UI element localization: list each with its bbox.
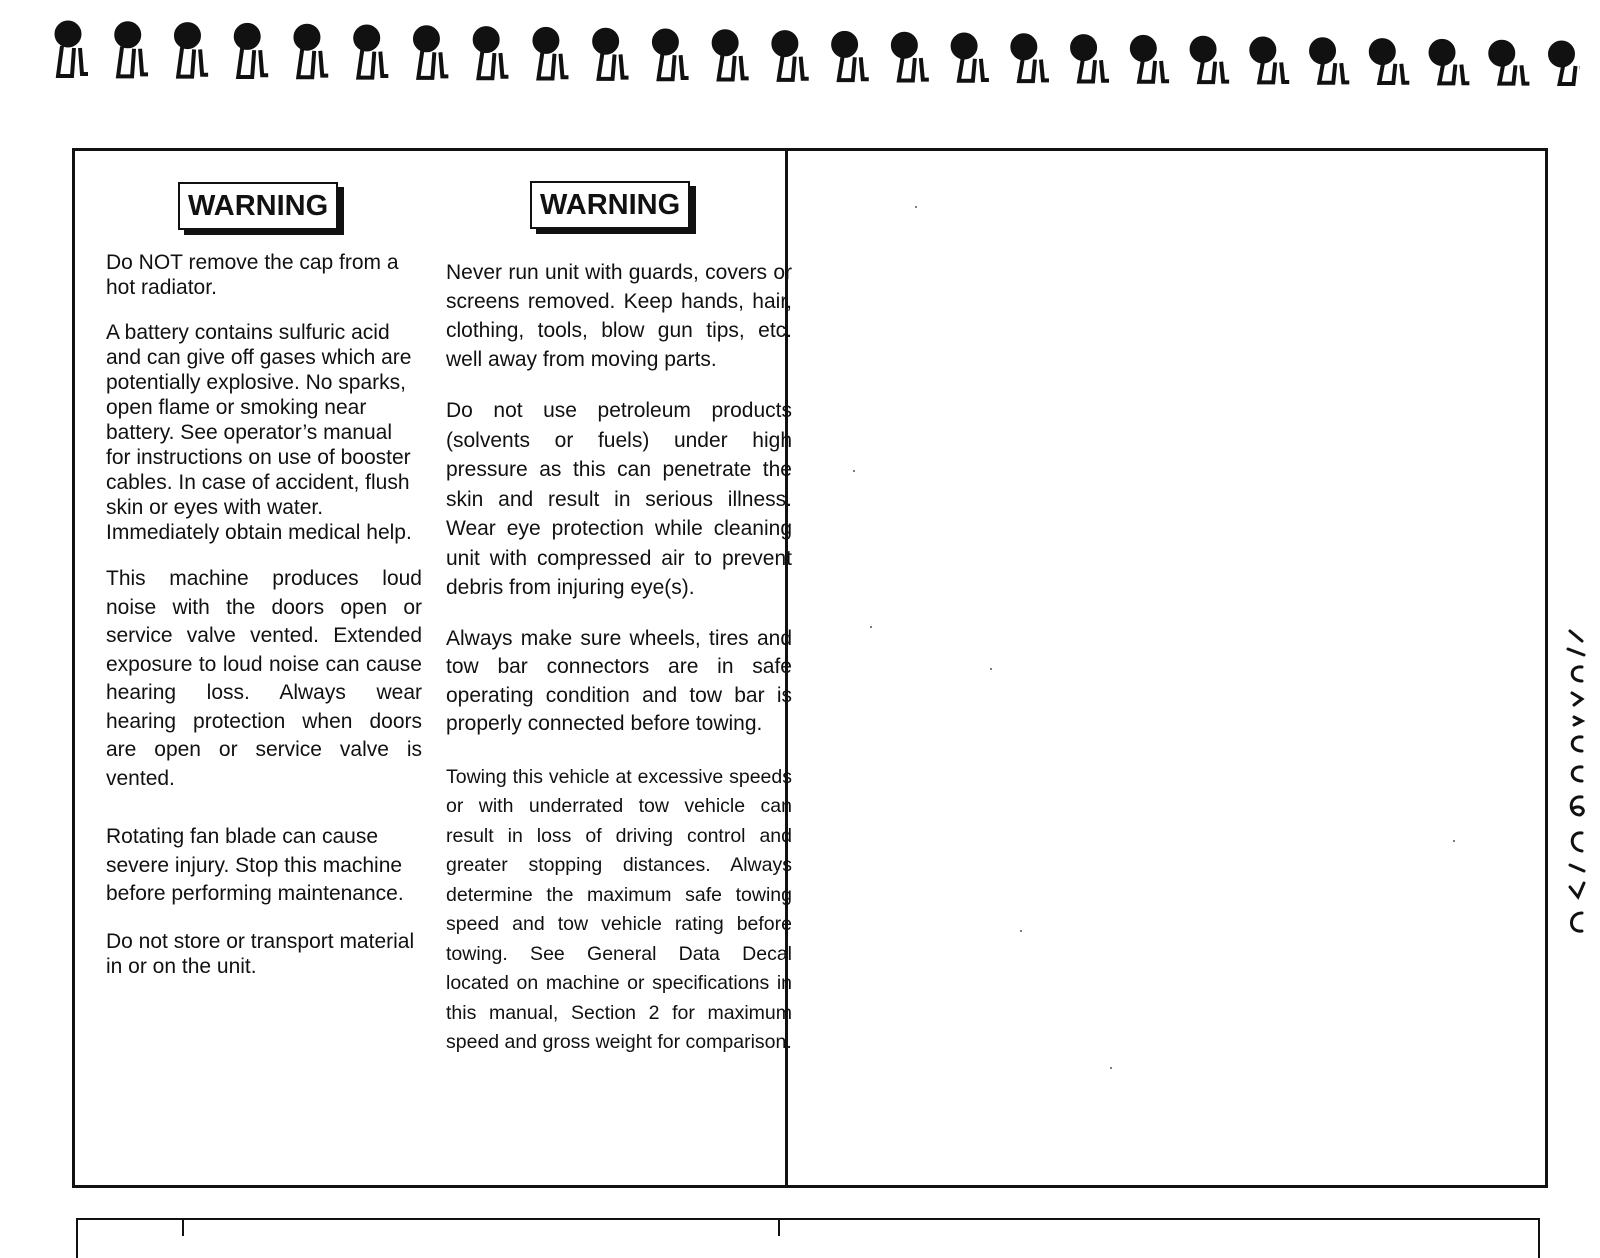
right-warning-text	[446, 258, 792, 1078]
binding-ring	[1549, 41, 1575, 67]
binding-ring	[1429, 39, 1455, 65]
binding-hole	[538, 52, 568, 79]
binding-hole	[959, 57, 989, 81]
binding-ring	[832, 31, 858, 57]
noise-warning: This machine produces loud noise with the doors open or service valve vented. Extended exposure to loud noise can cause hearing loss. Always wear hearing protection when doors are open or service valve is vented.	[106, 567, 422, 790]
binding-hole	[238, 48, 268, 77]
towing-speed-warning: Towing this vehicle at excessive speeds or with underrated tow vehicle can result in loss of driving control and greater stopping distances. Always determine the maximum safe towing speed and tow vehicle rating before towing. See General Data Decal located on machine or specifications in this manual, Section 2 for maximum speed and gross weight for comparison.	[446, 765, 792, 1053]
binding-ring	[1071, 35, 1097, 61]
handwritten-margin-mark	[1560, 625, 1600, 985]
storage-warning: Do not store or transport material in or on the unit.	[106, 929, 415, 978]
binding-ring	[1190, 36, 1216, 62]
binding-hole	[1259, 60, 1289, 82]
binding-ring	[951, 33, 977, 59]
bottom-frame-tick	[778, 1220, 780, 1236]
bottom-frame-tick	[182, 1220, 184, 1236]
binding-ring	[55, 21, 81, 47]
fan-blade-warning: Rotating fan blade can cause severe injury. Stop this machine before performing maintenance.	[106, 825, 404, 905]
binding-ring	[115, 22, 141, 48]
binding-ring	[533, 27, 559, 53]
binding-ring	[1250, 37, 1276, 63]
spiral-binding	[40, 10, 1580, 92]
binding-hole	[298, 49, 328, 77]
binding-hole	[839, 55, 869, 80]
binding-ring	[712, 30, 738, 56]
binding-hole	[118, 47, 148, 77]
warning-label-left: WARNING	[178, 182, 338, 230]
warning-label-right: WARNING	[530, 181, 690, 229]
binding-hole	[1499, 63, 1529, 83]
guards-warning: Never run unit with guards, covers or screens removed. Keep hands, hair, clothing, tools, blow gun tips, etc. well away from moving parts.	[446, 261, 792, 371]
binding-hole	[599, 52, 629, 78]
left-warning-text	[106, 250, 422, 999]
binding-hole	[1079, 58, 1109, 81]
binding-ring	[234, 23, 260, 49]
binding-hole	[1199, 60, 1229, 82]
binding-hole	[779, 55, 809, 80]
binding-ring	[1489, 40, 1515, 66]
binding-ring	[772, 31, 798, 57]
petroleum-warning: Do not use petroleum products (solvents or fuels) under high pressure as this can penetrate the skin and result in serious illness. Wear eye protection while cleaning unit with compressed air to prevent debris from injuring eye(s).	[446, 399, 792, 599]
binding-ring	[891, 32, 917, 58]
binding-ring	[473, 27, 499, 53]
binding-hole	[1560, 64, 1581, 84]
binding-hole	[1319, 61, 1349, 83]
binding-hole	[418, 50, 448, 78]
binding-hole	[478, 51, 508, 78]
binding-ring	[294, 24, 320, 50]
binding-ring	[652, 29, 678, 55]
binding-ring	[1310, 38, 1336, 64]
battery-warning: A battery contains sulfuric acid and can give off gases which are potentially explosive. No sparks, open flame or smoking near battery. See operator’s manual for instructions on use of booster cables. In case of accident, flush skin or eyes with water. Immediately obtain medical help.	[106, 321, 412, 544]
binding-ring	[1369, 39, 1395, 65]
binding-hole	[58, 46, 88, 76]
binding-hole	[1379, 62, 1409, 83]
binding-ring	[354, 25, 380, 51]
binding-hole	[1139, 59, 1169, 82]
binding-hole	[1439, 63, 1469, 84]
binding-hole	[659, 53, 689, 79]
binding-ring	[413, 26, 439, 52]
radiator-warning: Do NOT remove the cap from a hot radiator.	[106, 251, 399, 299]
binding-ring	[1130, 35, 1156, 61]
towing-condition-warning: Always make sure wheels, tires and tow bar connectors are in safe operating condition and tow bar is properly connected before towing.	[446, 626, 792, 735]
binding-hole	[719, 54, 749, 80]
binding-hole	[358, 50, 388, 78]
binding-hole	[899, 56, 929, 80]
binding-hole	[178, 47, 208, 76]
bottom-frame	[76, 1218, 1540, 1258]
blank-right-area	[788, 151, 1545, 1185]
binding-hole	[1019, 58, 1049, 82]
binding-ring	[593, 28, 619, 54]
binding-ring	[1011, 34, 1037, 60]
binding-ring	[174, 23, 200, 49]
